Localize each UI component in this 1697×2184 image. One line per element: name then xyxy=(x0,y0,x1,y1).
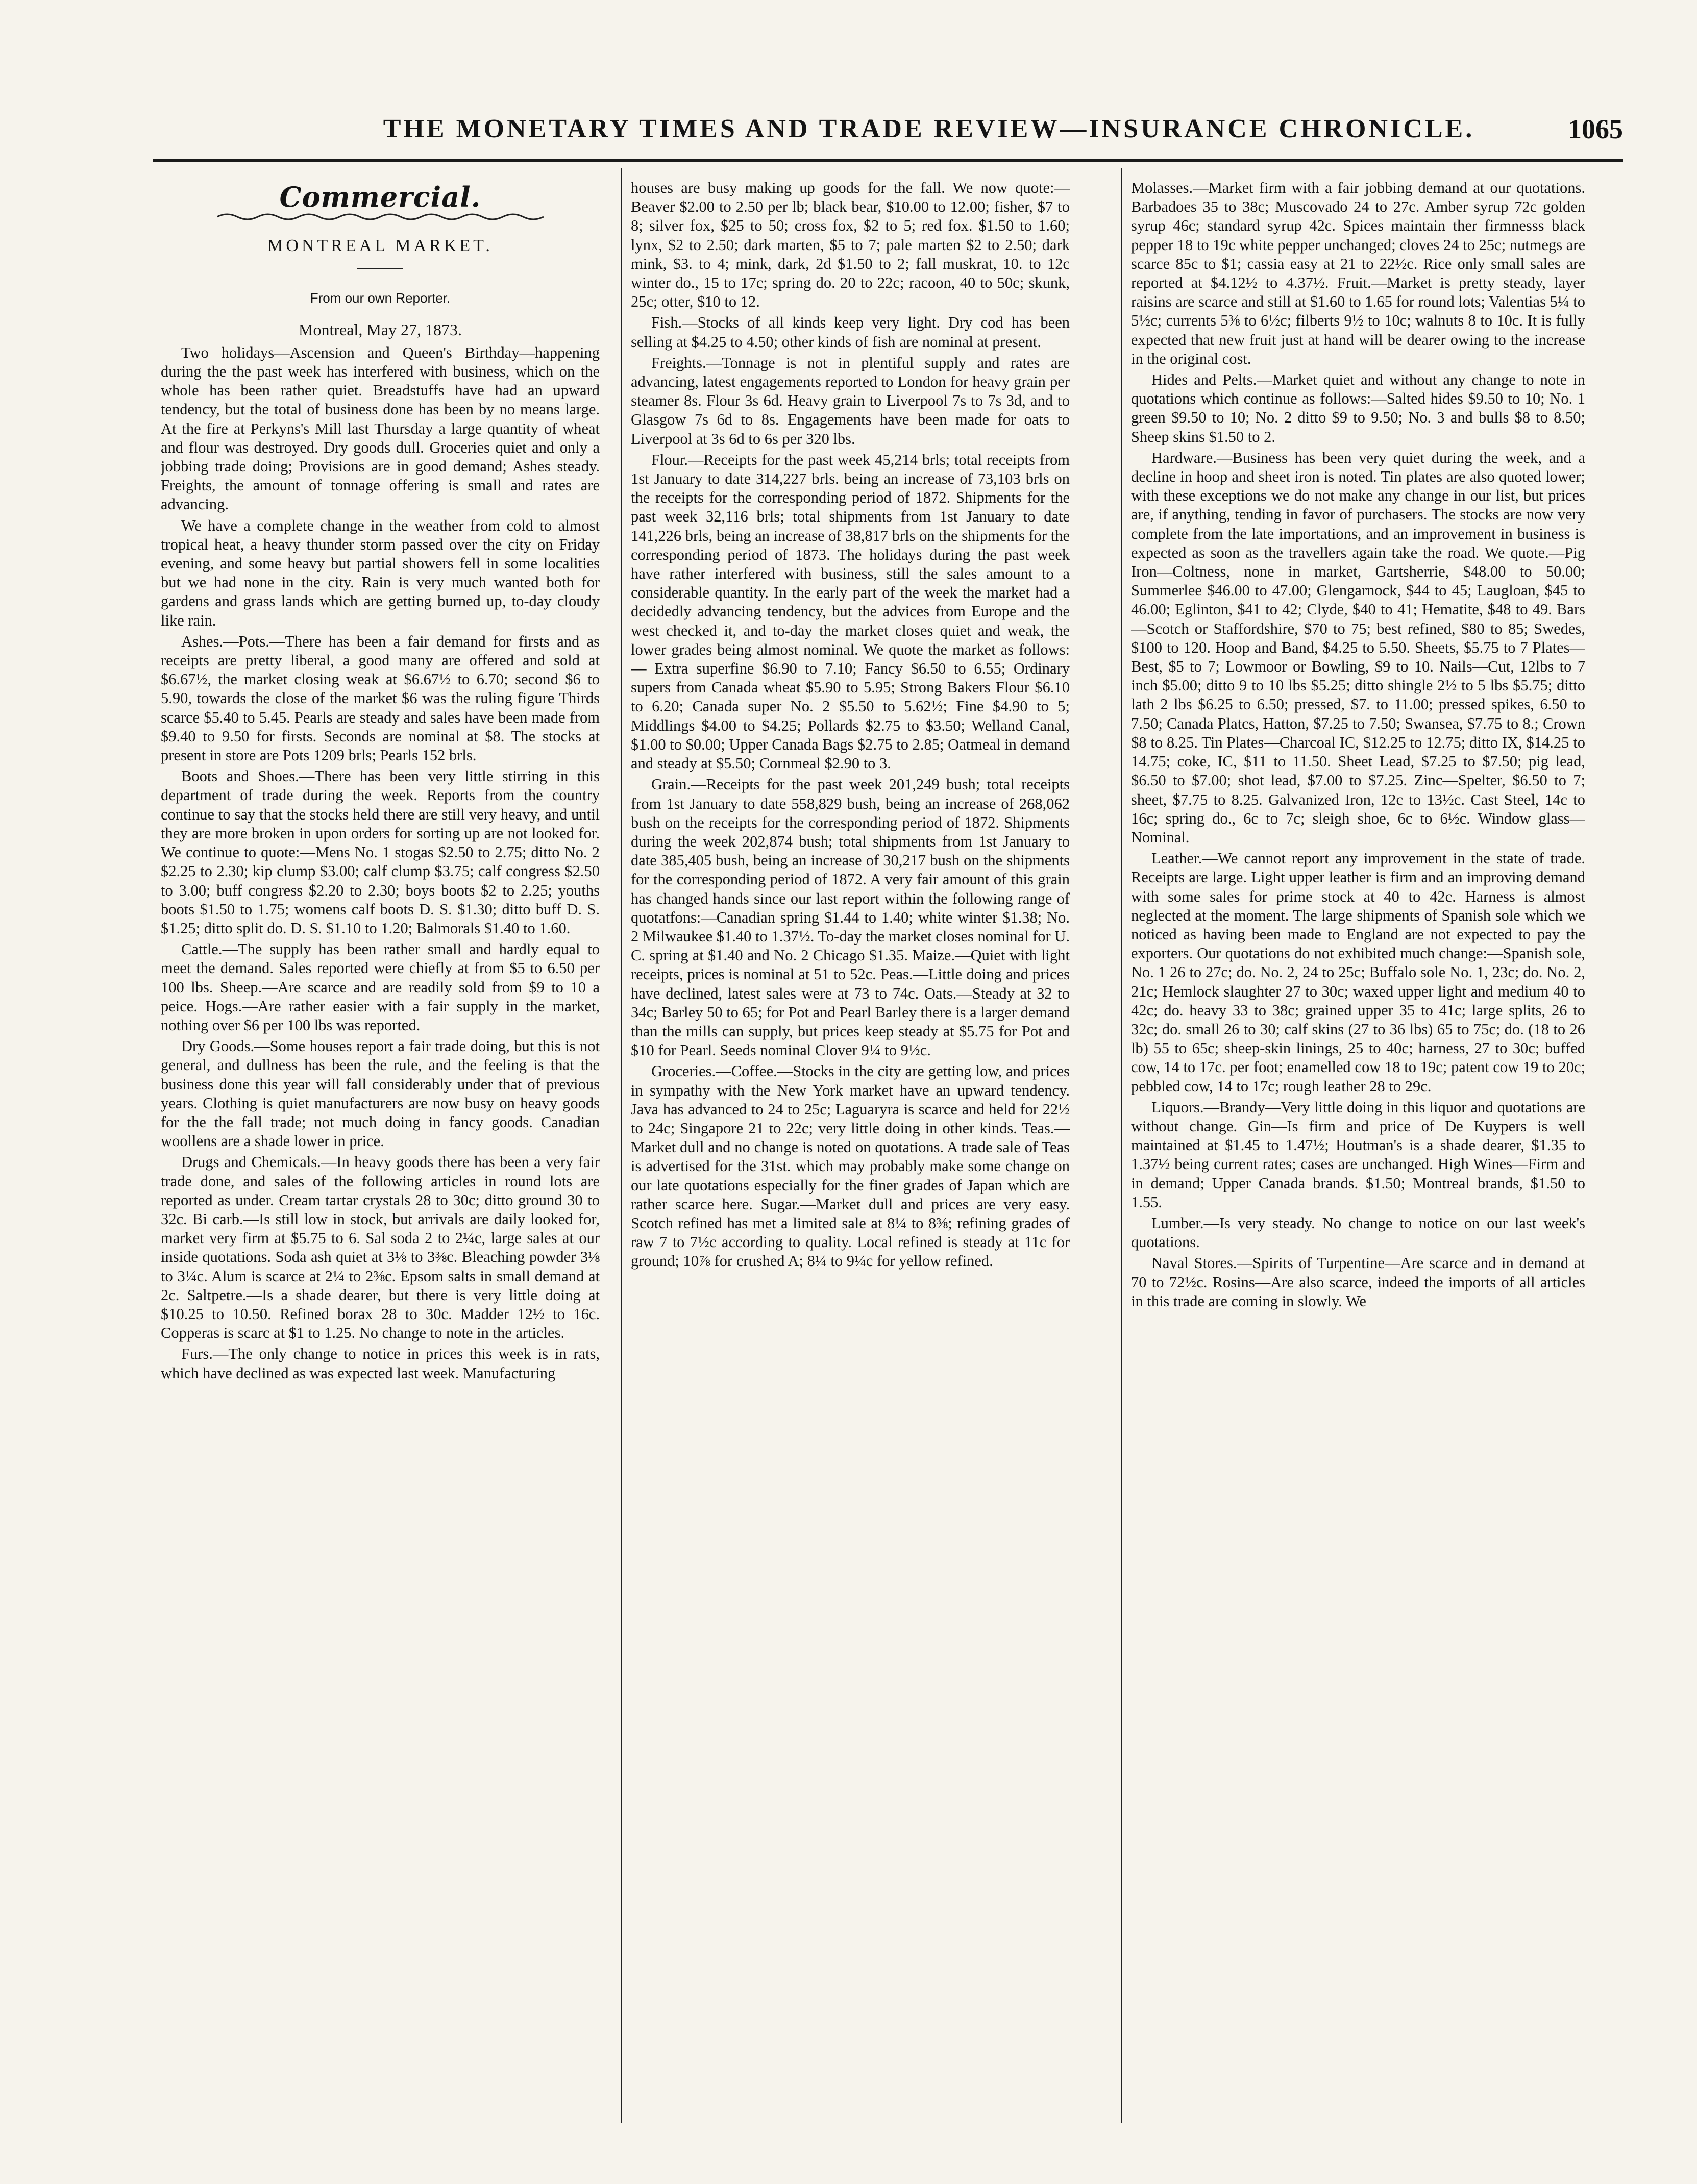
paragraph: We have a complete change in the weather from cold to almost tropical heat, a heavy thunder storm passed over the city on Friday evening, and some heavy but partial showers fell in some localities but we had none in the city. Rain is very much wanted both for gardens and grass lands which are getting burned up, to-day cloudy like rain. xyxy=(161,516,600,629)
header-rule xyxy=(153,159,1623,162)
paragraph: houses are busy making up goods for the fall. We now quote:—Beaver $2.00 to 2.50 per lb; black bear, $10.00 to 12.00; fisher, $7 to 8; silver fox, $25 to 50; cross fox, $2 to 5; red fox. $1.50 to 1.60; lynx, $2 to 2.50; dark marten, $5 to 7; pale marten $2 to 2.50; dark mink, $3. to 4; mink, dark, 2d $1.50 to 2; fall muskrat, 10. to 12c winter do., 15 to 17c; spring do. 20 to 22c; racoon, 40 to 50c; skunk, 25c; otter, $10 to 12. xyxy=(631,179,1070,311)
paragraph: Hides and Pelts.—Market quiet and without any change to note in quotations which continue as follows:—Salted hides $9.50 to 10; No. 1 green $9.50 to 10; No. 2 ditto $9 to 9.50; No. 3 and bulls $8 to 8.50; Sheep skins $1.50 to 2. xyxy=(1131,371,1585,445)
section-masthead: Commercial. xyxy=(279,181,481,213)
paragraph: Grain.—Receipts for the past week 201,249 bush; total receipts from 1st January to date 558,829 bush, being an increase of 268,062 bush on the receipts for the corresponding period of 1872. Shipments during the week 202,874 bush; total shipments from 1st January to date 385,405 bush, being an increase of 30,217 bush on the shipments for the corresponding period of 1872. A very fair amount of this grain has changed hands since our last report within the following range of quotatfons:—Canadian spring $1.44 to 1.40; white winter $1.38; No. 2 Milwaukee $1.40 to 1.37½. To-day the market closes nominal for U. C. spring at $1.40 and No. 2 Chicago $1.35. Maize.—Quiet with light receipts, prices is nominal at 51 to 52c. Peas.—Little doing and prices have declined, latest sales were at 73 to 74c. Oats.—Steady at 32 to 34c; Barley 50 to 65; for Pot and Pearl Barley there is a larger demand than the mills can supply, but prices keep steady at $5.75 for Pot and $10 for Pearl. Seeds nominal Clover 9¼ to 9½c. xyxy=(631,776,1070,1059)
paragraph: Flour.—Receipts for the past week 45,214 brls; total receipts from 1st January to date 314,227 brls. being an increase of 73,103 brls on the receipts for the corresponding period of 1872. Shipments for the past week 32,116 brls; total shipments from 1st January to date 141,226 brls, being an increase of 38,817 brls on the shipments for the corresponding period of 1873. The holidays during the past week have rather interfered with business, still the sales amount to a considerable quantity. In the early part of the week the market had a decidedly advancing tendency, but the advices from Europe and the west checked it, and to-day the market closes quiet and weak, the lower grades being almost nominal. We quote the market as follows:— Extra superfine $6.90 to 7.10; Fancy $6.50 to 6.55; Ordinary supers from Canada wheat $5.90 to 5.95; Strong Bakers Flour $6.10 to 6.20; Canada super No. 2 $5.50 to 5.62½; Fine $4.90 to 5; Middlings $4.00 to $4.25; Pollards $2.75 to $3.50; Welland Canal, $1.00 to $0.00; Upper Canada Bags $2.75 to 2.85; Oatmeal in demand and steady at $5.50; Cornmeal $2.90 to 3. xyxy=(631,451,1070,773)
column-3 xyxy=(1131,179,1585,2133)
paragraph: Liquors.—Brandy—Very little doing in this liquor and quotations are without change. Gin—Is firm and price of De Kuypers is well maintained at $1.45 to 1.47½; Houtman's is a shade dearer, $1.35 to 1.37½ being current rates; cases are unchanged. High Wines—Firm and in demand; Upper Canada brands. $1.50; Montreal brands, $1.50 to 1.55. xyxy=(1131,1098,1585,1211)
paragraph: Lumber.—Is very steady. No change to notice on our last week's quotations. xyxy=(1131,1214,1585,1251)
paragraph: Boots and Shoes.—There has been very little stirring in this department of trade during the week. Reports from the country continue to say that the stocks held there are still very heavy, and until they are more broken in upon orders for sorting up are not looked for. We continue to quote:—Mens No. 1 stogas $2.50 to 2.75; ditto No. 2 $2.25 to 2.30; kip clump $3.00; calf clump $3.75; calf congress $2.50 to 3.00; buff congress $2.20 to 2.30; boys boots $2 to 2.25; youths boots $1.50 to 1.75; womens calf boots D. S. $1.30; ditto buff D. S. $1.25; ditto split do. D. S. $1.10 to 1.20; Balmorals $1.40 to 1.60. xyxy=(161,767,600,937)
page-number: 1065 xyxy=(1568,114,1623,144)
running-title: THE MONETARY TIMES AND TRADE REVIEW—INSURANCE CHRONICLE. xyxy=(383,114,1475,143)
paragraph: Molasses.—Market firm with a fair jobbing demand at our quotations. Barbadoes 35 to 38c; Muscovado 24 to 27c. Amber syrup 72c golden syrup 46c; standard syrup 42c. Spices maintain ther firmnesss black pepper 18 to 19c white pepper unchanged; cloves 24 to 25c; nutmegs are scarce 85c to $1; cassia easy at 21 to 22½c. Rice only small sales are reported at $4.12½ to 4.37½. Fruit.—Market is pretty steady, layer raisins are scarce and still at $1.60 to 1.65 for round lots; Valentias 5¼ to 5½c; currents 5⅜ to 6½c; filberts 9½ to 10c; walnuts 8 to 10c. It is fully expected that new fruit just at hand will be dearer owing to the increase in the original cost. xyxy=(1131,179,1585,367)
paragraph: Cattle.—The supply has been rather small and hardly equal to meet the demand. Sales reported were chiefly at from $5 to 6.50 per 100 lbs. Sheep.—Are scarce and are readily sold from $9 to 10 a peice. Hogs.—Are rather easier with a fair supply in the market, nothing over $6 per 100 lbs was reported. xyxy=(161,940,600,1034)
paragraph: Leather.—We cannot report any improvement in the state of trade. Receipts are large. Light upper leather is firm and an improving demand with some sales for prime stock at 40 to 42c. Harness is almost neglected at the moment. The large shipments of Spanish sole which we noticed as having been made to England are not expected to pay the exporters. Our quotations do not exhibited much change:—Spanish sole, No. 1 26 to 27c; do. No. 2, 24 to 25c; Buffalo sole No. 1, 23c; do. No. 2, 21c; Hemlock slaughter 27 to 30c; waxed upper light and medium 40 to 42c; do. heavy 33 to 38c; grained upper 35 to 41c; large splits, 26 to 32c; do. small 26 to 30; calf skins (27 to 36 lbs) 65 to 75c; do. (18 to 26 lb) 55 to 65c; sheep-skin linings, 25 to 40c; harness, 27 to 30c; buffed cow, 14 to 17c. per foot; enamelled cow 18 to 19c; patent cow 19 to 20c; pebbled cow, 14 to 17c; rough leather 28 to 29c. xyxy=(1131,850,1585,1095)
paragraph: Hardware.—Business has been very quiet during the week, and a decline in hoop and sheet iron is noted. Tin plates are also quoted lower; with these exceptions we do not make any change in our list, but prices are, if anything, tending in favor of purchasers. The stocks are now very complete from the late importations, and an improvement in business is expected as soon as the travellers again take the road. We quote.—Pig Iron—Coltness, none in market, Gartsherrie, $48.00 to 50.00; Summerlee $46.00 to 47.00; Glengarnock, $44 to 45; Laugloan, $45 to 46.00; Eglinton, $41 to 42; Clyde, $40 to 41; Hematite, $48 to 49. Bars—Scotch or Staffordshire, $70 to 75; best refined, $80 to 85; Swedes, $100 to 120. Hoop and Band, $4.25 to 5.50. Sheets, $5.75 to 7 Plates—Best, $5 to 7; Lowmoor or Bowling, $9 to 10. Nails—Cut, 12lbs to 7 inch $5.00; ditto 9 to 10 lbs $5.25; ditto shingle 2½ to 5 lbs $5.75; ditto lath 2 lbs $6.25 to 6.50; pressed, $7. to 11.00; pressed spikes, 6.50 to 7.50; Canada Platcs, Hatton, $7.25 to 7.50; Swansea, $7.75 to 8.; Crown $8 to 8.25. Tin Plates—Charcoal IC, $12.25 to 12.75; ditto IX, $14.25 to 14.75; coke, IC, $11 to 11.50. Sheet Lead, $7.25 to $7.50; pig lead, $6.50 to $7.00; shot lead, $7.00 to $7.25. Zinc—Spelter, $6.50 to 7; sheet, $7.75 to 8.25. Galvanized Iron, 12c to 13½c. Cast Steel, 14c to 16c; spring do., 6c to 7c; sleigh shoe, 6c to 6½c. Window glass—Nominal. xyxy=(1131,449,1585,846)
paragraph: Dry Goods.—Some houses report a fair trade doing, but this is not general, and dullness has been the rule, and the feeling is that the business done this year will fall considerably under that of previous years. Clothing is quiet manufacturers are now busy on heavy goods for the the fall trade; not much doing in fancy goods. Canadian woollens are a shade lower in price. xyxy=(161,1037,600,1150)
page-header xyxy=(153,106,1623,152)
dateline: Montreal, May 27, 1873. xyxy=(299,320,462,339)
column-1-body xyxy=(161,343,600,1383)
paragraph: Groceries.—Coffee.—Stocks in the city are getting low, and prices in sympathy with the New York market have an upward tendency. Java has advanced to 24 to 25c; Laguaryra is scarce and held for 22½ to 24c; Singapore 21 to 22c; very little doing in other kinds. Teas.—Market dull and no change is noted on quotations. A trade sale of Teas is advertised for the 31st. which may probably make some change on our late quotations especially for the finer grades of Japan which are rather scarce here. Sugar.—Market dull and prices are very easy. Scotch refined has met a limited sale at 8¼ to 8⅜; refining grades of raw 7 to 7½c according to quality. Local refined is steady at 11c for ground; 10⅞ for crushed A; 8¼ to 9¼c for yellow refined. xyxy=(631,1062,1070,1270)
paragraph: Furs.—The only change to notice in prices this week is in rats, which have declined as was expected last week. Manufacturing xyxy=(161,1345,600,1382)
column-1 xyxy=(161,179,600,2133)
paragraph: Two holidays—Ascension and Queen's Birthday—happening during the the past week has interfered with business, which on the whole has been rather quiet. Breadstuffs have had an upward tendency, but the total of business done has been by no means large. At the fire at Perkyns's Mill last Thursday a large quantity of wheat and flour was destroyed. Dry goods dull. Groceries quiet and only a jobbing trade doing; Provisions are in good demand; Ashes steady. Freights, the amount of tonnage offering is small and rates are advancing. xyxy=(161,343,600,513)
paragraph: Fish.—Stocks of all kinds keep very light. Dry cod has been selling at $4.25 to 4.50; other kinds of fish are nominal at present. xyxy=(631,314,1070,351)
short-rule xyxy=(357,268,403,269)
paragraph: Freights.—Tonnage is not in plentiful supply and rates are advancing, latest engagements reported to London for heavy grain per steamer 8s. Flour 3s 6d. Heavy grain to Liverpool 7s to 7s 3d, and to Glasgow 7s 6d to 8s. Engagements have been made for oats to Liverpool at 3s 6d to 6s per 320 lbs. xyxy=(631,354,1070,448)
reporter-line: From our own Reporter. xyxy=(310,290,451,306)
paragraph: Drugs and Chemicals.—In heavy goods there has been a very fair trade done, and sales of the following articles in round lots are reported as under. Cream tartar crystals 28 to 30c; ditto ground 30 to 32c. Bi carb.—Is still low in stock, but arrivals are daily looked for, market very firm at $5.75 to 6. Sal soda 2 to 2¼c, large sales at our inside quotations. Soda ash quiet at 3⅛ to 3⅜c. Bleaching powder 3⅛ to 3¼c. Alum is scarce at 2¼ to 2⅜c. Epsom salts in small demand at 2c. Saltpetre.—Is a shade dearer, but there is very little doing at $10.25 to 10.50. Refined borax 28 to 30c. Madder 12½ to 16c. Copperas is scarc at $1 to 1.25. No change to note in the articles. xyxy=(161,1153,600,1342)
paragraph: Ashes.—Pots.—There has been a fair demand for firsts and as receipts are pretty liberal, a good many are offered and sold at $6.67½, the market closing weak at $6.67½ to 6.70; second $6 to 5.90, towards the close of the market $6 was the ruling figure Thirds scarce $5.40 to 5.45. Pearls are steady and sales have been made from $9.40 to 9.50 for firsts. Seconds are nominal at $8. The stocks at present in store are Pots 1209 brls; Pearls 152 brls. xyxy=(161,632,600,764)
column-2 xyxy=(631,179,1070,2133)
column-rule-1 xyxy=(621,168,622,2123)
column-rule-2 xyxy=(1121,168,1122,2123)
paragraph: Naval Stores.—Spirits of Turpentine—Are scarce and in demand at 70 to 72½c. Rosins—Are also scarce, indeed the imports of all articles in this trade are coming in slowly. We xyxy=(1131,1254,1585,1310)
market-subhead: MONTREAL MARKET. xyxy=(267,236,493,256)
